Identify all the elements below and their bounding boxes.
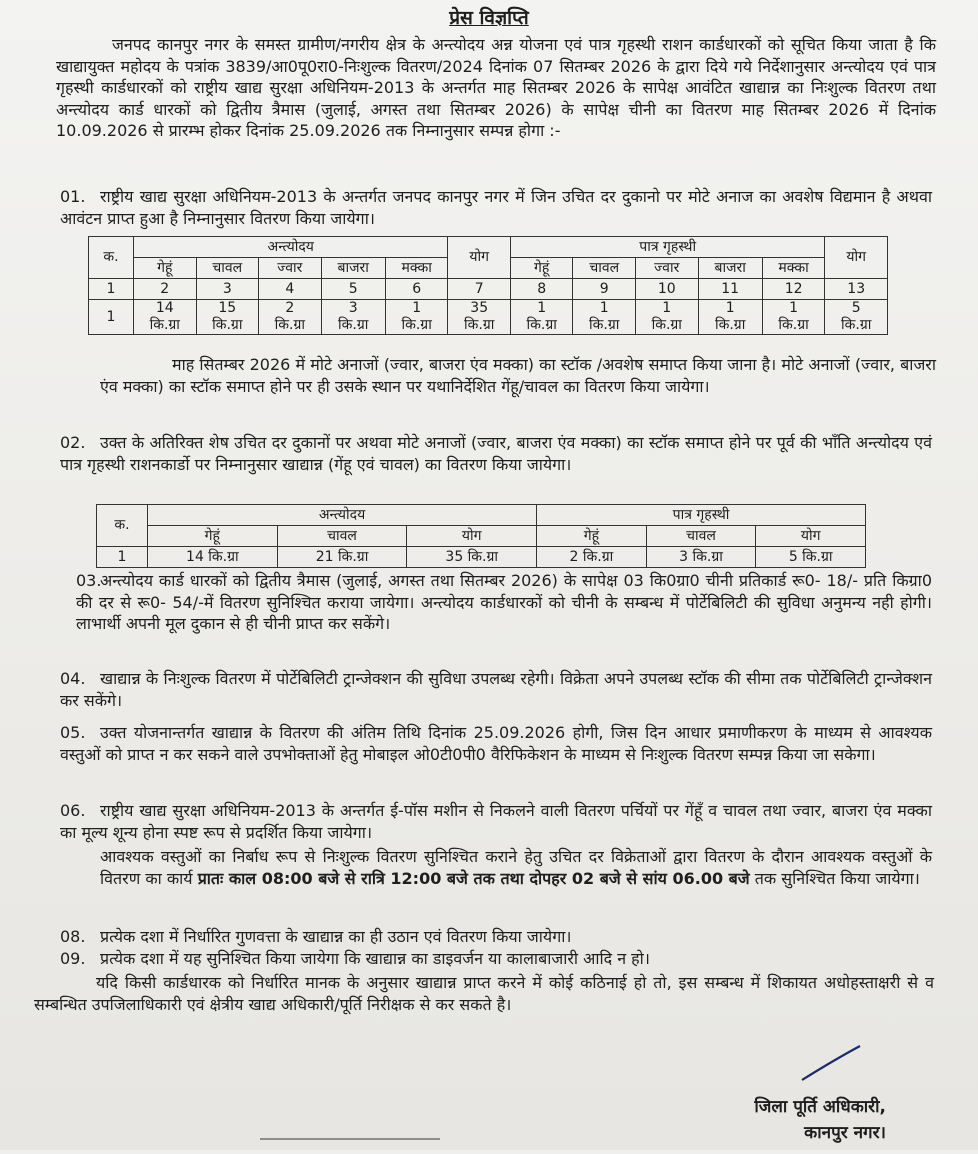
point-07	[60, 846, 932, 889]
column-header: गेहूं	[134, 258, 197, 279]
point-number: 05.	[60, 723, 86, 742]
quantity-cell: 1 कि.ग्रा	[762, 300, 825, 335]
point-number: 06.	[60, 801, 86, 820]
column-header: ज्वार	[259, 258, 322, 279]
column-header: योग	[407, 526, 537, 547]
point-05	[60, 722, 932, 765]
point-text: उक्त के अतिरिक्त शेष उचित दर दुकानों पर अथवा मोटे अनाजों (ज्वार, बाजरा एंव मक्का) का स्टॉक समाप्त होने पर पूर्व की भाँति अन्त्योदय एवं पात्र गृहस्थी राशनकार्डो पर निम्नानुसार खाद्यान्न (गेंहू एवं चावल) का वितरण किया जायेगा।	[60, 433, 932, 474]
quantity-cell: 5 कि.ग्रा	[756, 547, 866, 568]
page-edge-fragment	[260, 1138, 440, 1154]
point-text: अन्त्योदय कार्ड धारकों को द्वितीय त्रैमास (जुलाई, अगस्त तथा सितम्बर 2026) के सापेक्ष 03 कि0ग्रा0 चीनी प्रतिकार्ड रू0- 18/- प्रति किग्रा0 की दर से रू0- 54/-में वितरण सुनिश्चित कराया जायेगा। अन्त्योदय कार्डधारकों को चीनी के सम्बन्ध में पोर्टेबिलिटी की सुविधा अनुमन्य नही होगी। लाभार्थी अपनी मूल दुकान से ही चीनी प्राप्त कर सकेंगे।	[76, 571, 932, 633]
column-header: मक्का	[762, 258, 825, 279]
column-header: गेहूं	[148, 526, 278, 547]
point-number: 08.	[60, 927, 86, 946]
serial-cell: 1	[89, 300, 134, 335]
point-number: 02.	[60, 433, 86, 452]
total-header: योग	[825, 237, 888, 279]
point-text: खाद्यान्न के निःशुल्क वितरण में पोर्टेबिलिटी ट्रान्जेक्शन की सुविधा उपलब्ध रहेगी। विक्रेता अपने उपलब्ध स्टॉक की सीमा तक पोर्टेबिलिटी ट्रान्जेक्शन कर सकेंगे।	[60, 669, 932, 710]
antyodaya-header: अन्त्योदय	[134, 237, 448, 258]
point-09	[60, 948, 932, 970]
antyodaya-header: अन्त्योदय	[148, 505, 537, 526]
column-number: 9	[573, 279, 636, 300]
column-number: 3	[196, 279, 259, 300]
quantity-cell: 1 कि.ग्रा	[385, 300, 448, 335]
serial-cell: 1	[97, 547, 148, 568]
serial-header: क.	[97, 505, 148, 547]
point-text: प्रत्येक दशा में निर्धारित गुणवत्ता के खाद्यान्न का ही उठान एवं वितरण किया जायेगा।	[100, 927, 572, 946]
column-header: गेहूं	[537, 526, 647, 547]
column-number: 11	[698, 279, 762, 300]
quantity-cell: 35 कि.ग्रा	[407, 547, 537, 568]
signatory-designation: जिला पूर्ति अधिकारी,	[754, 1097, 886, 1117]
signatory-block	[754, 1094, 886, 1146]
patra-header: पात्र गृहस्थी	[537, 505, 866, 526]
point-01	[60, 186, 932, 229]
column-number: 6	[385, 279, 448, 300]
column-header: गेहूं	[510, 258, 573, 279]
quantity-cell: 3 कि.ग्रा	[321, 300, 385, 335]
signature-mark	[800, 1044, 862, 1084]
column-number: 13	[825, 279, 888, 300]
distribution-hours: प्रातः काल 08:00 बजे से रात्रि 12:00 बजे तक तथा दोपहर 02 बजे से सांय 06.00 बजे	[197, 868, 750, 888]
column-header: मक्का	[385, 258, 448, 279]
quantity-cell: 1 कि.ग्रा	[510, 300, 573, 335]
column-header: चावल	[196, 258, 259, 279]
after-table-note: माह सितम्बर 2026 में मोटे अनाजों (ज्वार, बाजरा एंव मक्का) का स्टॉक /अवशेष समाप्त किया जाना है। मोटे अनाजों (ज्वार, बाजरा एंव मक्का) का स्टॉक समाप्त होने पर ही उसके स्थान पर यथानिर्देशित गेंहू/चावल का वितरण किया जायेगा।	[100, 355, 936, 396]
closing-paragraph: यदि किसी कार्डधारक को निर्धारित मानक के अनुसार खाद्यान्न प्राप्त करने में कोई कठिनाई हो तो, इस सम्बन्ध में शिकायत अधोहस्ताक्षरी से व सम्बन्धित उपजिलाधिकारी एवं क्षेत्रीय खाद्य अधिकारी/पूर्ति निरीक्षक से कर सकते है।	[34, 973, 934, 1014]
patra-header: पात्र गृहस्थी	[510, 237, 824, 258]
quantity-cell: 5 कि.ग्रा	[825, 300, 888, 335]
quantity-cell: 1 कि.ग्रा	[635, 300, 698, 335]
intro-paragraph: जनपद कानपुर नगर के समस्त ग्रामीण/नगरीय क्षेत्र के अन्त्योदय अन्न योजना एवं पात्र गृहस्थी राशन कार्डधारकों को सूचित किया जाता है कि खाद्यायुक्त महोदय के पत्रांक 3839/आ0पू0रा0-निःशुल्क वितरण/2024 दिनांक 07 सितम्बर 2026 के द्वारा दिये गये निर्देशानुसार अन्त्योदय एवं पात्र गृहस्थी कार्डधारकों को राष्ट्रीय खाद्य सुरक्षा अधिनियम-2013 के अन्तर्गत माह सितम्बर 2026 के सापेक्ष आवंटित खाद्यान्न का निःशुल्क वितरण तथा अन्त्योदय कार्ड धारकों को द्वितीय त्रैमास (जुलाई, अगस्त तथा सितम्बर 2026) के सापेक्ष चीनी का वितरण माह सितम्बर 2026 में दिनांक 10.09.2026 से प्रारम्भ होकर दिनांक 25.09.2026 तक निम्नानुसार सम्पन्न होगा :-	[56, 35, 936, 140]
table-row	[97, 547, 866, 568]
quantity-cell: 2 कि.ग्रा	[259, 300, 322, 335]
wheat-rice-allocation-table	[96, 504, 866, 568]
point-text: आवश्यक वस्तुओं का निर्बाध रूप से निःशुल्क वितरण सुनिश्चित कराने हेतु उचित दर विक्रेताओं द्वारा वितरण के दौरान आवश्यक वस्तुओं के वितरण का कार्य	[100, 847, 932, 888]
point-02	[60, 432, 932, 475]
column-number: 10	[635, 279, 698, 300]
column-header: चावल	[646, 526, 756, 547]
point-text: राष्ट्रीय खाद्य सुरक्षा अधिनियम-2013 के अन्तर्गत ई-पॉस मशीन से निकलने वाली वितरण पर्चियों पर गेंहूँ व चावल तथा ज्वार, बाजरा एंव मक्का का मूल्य शून्य होना स्पष्ट रूप से प्रदर्शित किया जायेगा।	[60, 801, 932, 842]
quantity-cell: 35 कि.ग्रा	[448, 300, 511, 335]
point-03	[76, 570, 932, 635]
point-number: 04.	[60, 669, 86, 688]
table-row	[89, 300, 888, 335]
column-number: 8	[510, 279, 573, 300]
column-number: 2	[134, 279, 197, 300]
point-text: प्रत्येक दशा में यह सुनिश्चित किया जायेगा कि खाद्यान्न का डाइवर्जन या कालाबाजारी आदि न हो।	[100, 949, 650, 968]
total-header: योग	[448, 237, 511, 279]
point-text: राष्ट्रीय खाद्य सुरक्षा अधिनियम-2013 के अन्तर्गत जनपद कानपुर नगर में जिन उचित दर दुकानो पर मोटे अनाज का अवशेष विद्यमान है अथवा आवंटन प्राप्त हुआ है निम्नानुसार वितरण किया जायेगा।	[60, 187, 932, 228]
quantity-cell: 1 कि.ग्रा	[698, 300, 762, 335]
column-header: चावल	[277, 526, 407, 547]
column-number: 1	[89, 279, 134, 300]
point-text-end: तक सुनिश्चित किया जायेगा।	[749, 868, 920, 888]
point-number: 09.	[60, 949, 86, 968]
point-number: 01.	[60, 187, 86, 206]
quantity-cell: 14 कि.ग्रा	[148, 547, 278, 568]
point-04	[60, 668, 932, 711]
document-title: प्रेस विज्ञप्ति	[449, 7, 529, 29]
column-number: 7	[448, 279, 511, 300]
column-number: 12	[762, 279, 825, 300]
point-08	[60, 926, 932, 948]
quantity-cell: 1 कि.ग्रा	[573, 300, 636, 335]
column-number: 4	[259, 279, 322, 300]
column-header: ज्वार	[635, 258, 698, 279]
coarse-grain-allocation-table	[88, 236, 888, 335]
column-header: बाजरा	[698, 258, 762, 279]
signatory-place: कानपुर नगर।	[804, 1123, 886, 1143]
column-header: योग	[756, 526, 866, 547]
point-text: उक्त योजनान्तर्गत खाद्यान्न के वितरण की अंतिम तिथि दिनांक 25.09.2026 होगी, जिस दिन आधार प्रमाणीकरण के माध्यम से आवश्यक वस्तुओं को प्राप्त न कर सकने वाले उपभोक्ताओं हेतु मोबाइल ओ0टी0पी0 वैरिफिकेशन के माध्यम से निःशुल्क वितरण सम्पन्न किया जा सकेगा।	[60, 723, 932, 764]
quantity-cell: 14 कि.ग्रा	[134, 300, 197, 335]
quantity-cell: 2 कि.ग्रा	[537, 547, 647, 568]
quantity-cell: 3 कि.ग्रा	[646, 547, 756, 568]
serial-header: क.	[89, 237, 134, 279]
column-header: बाजरा	[321, 258, 385, 279]
column-number: 5	[321, 279, 385, 300]
point-06	[60, 800, 932, 843]
column-header: चावल	[573, 258, 636, 279]
point-number: 03.	[76, 571, 102, 590]
table-row	[97, 526, 866, 547]
table-row	[89, 279, 888, 300]
quantity-cell: 21 कि.ग्रा	[277, 547, 407, 568]
table-row	[97, 505, 866, 526]
table-row	[89, 237, 888, 258]
quantity-cell: 15 कि.ग्रा	[196, 300, 259, 335]
